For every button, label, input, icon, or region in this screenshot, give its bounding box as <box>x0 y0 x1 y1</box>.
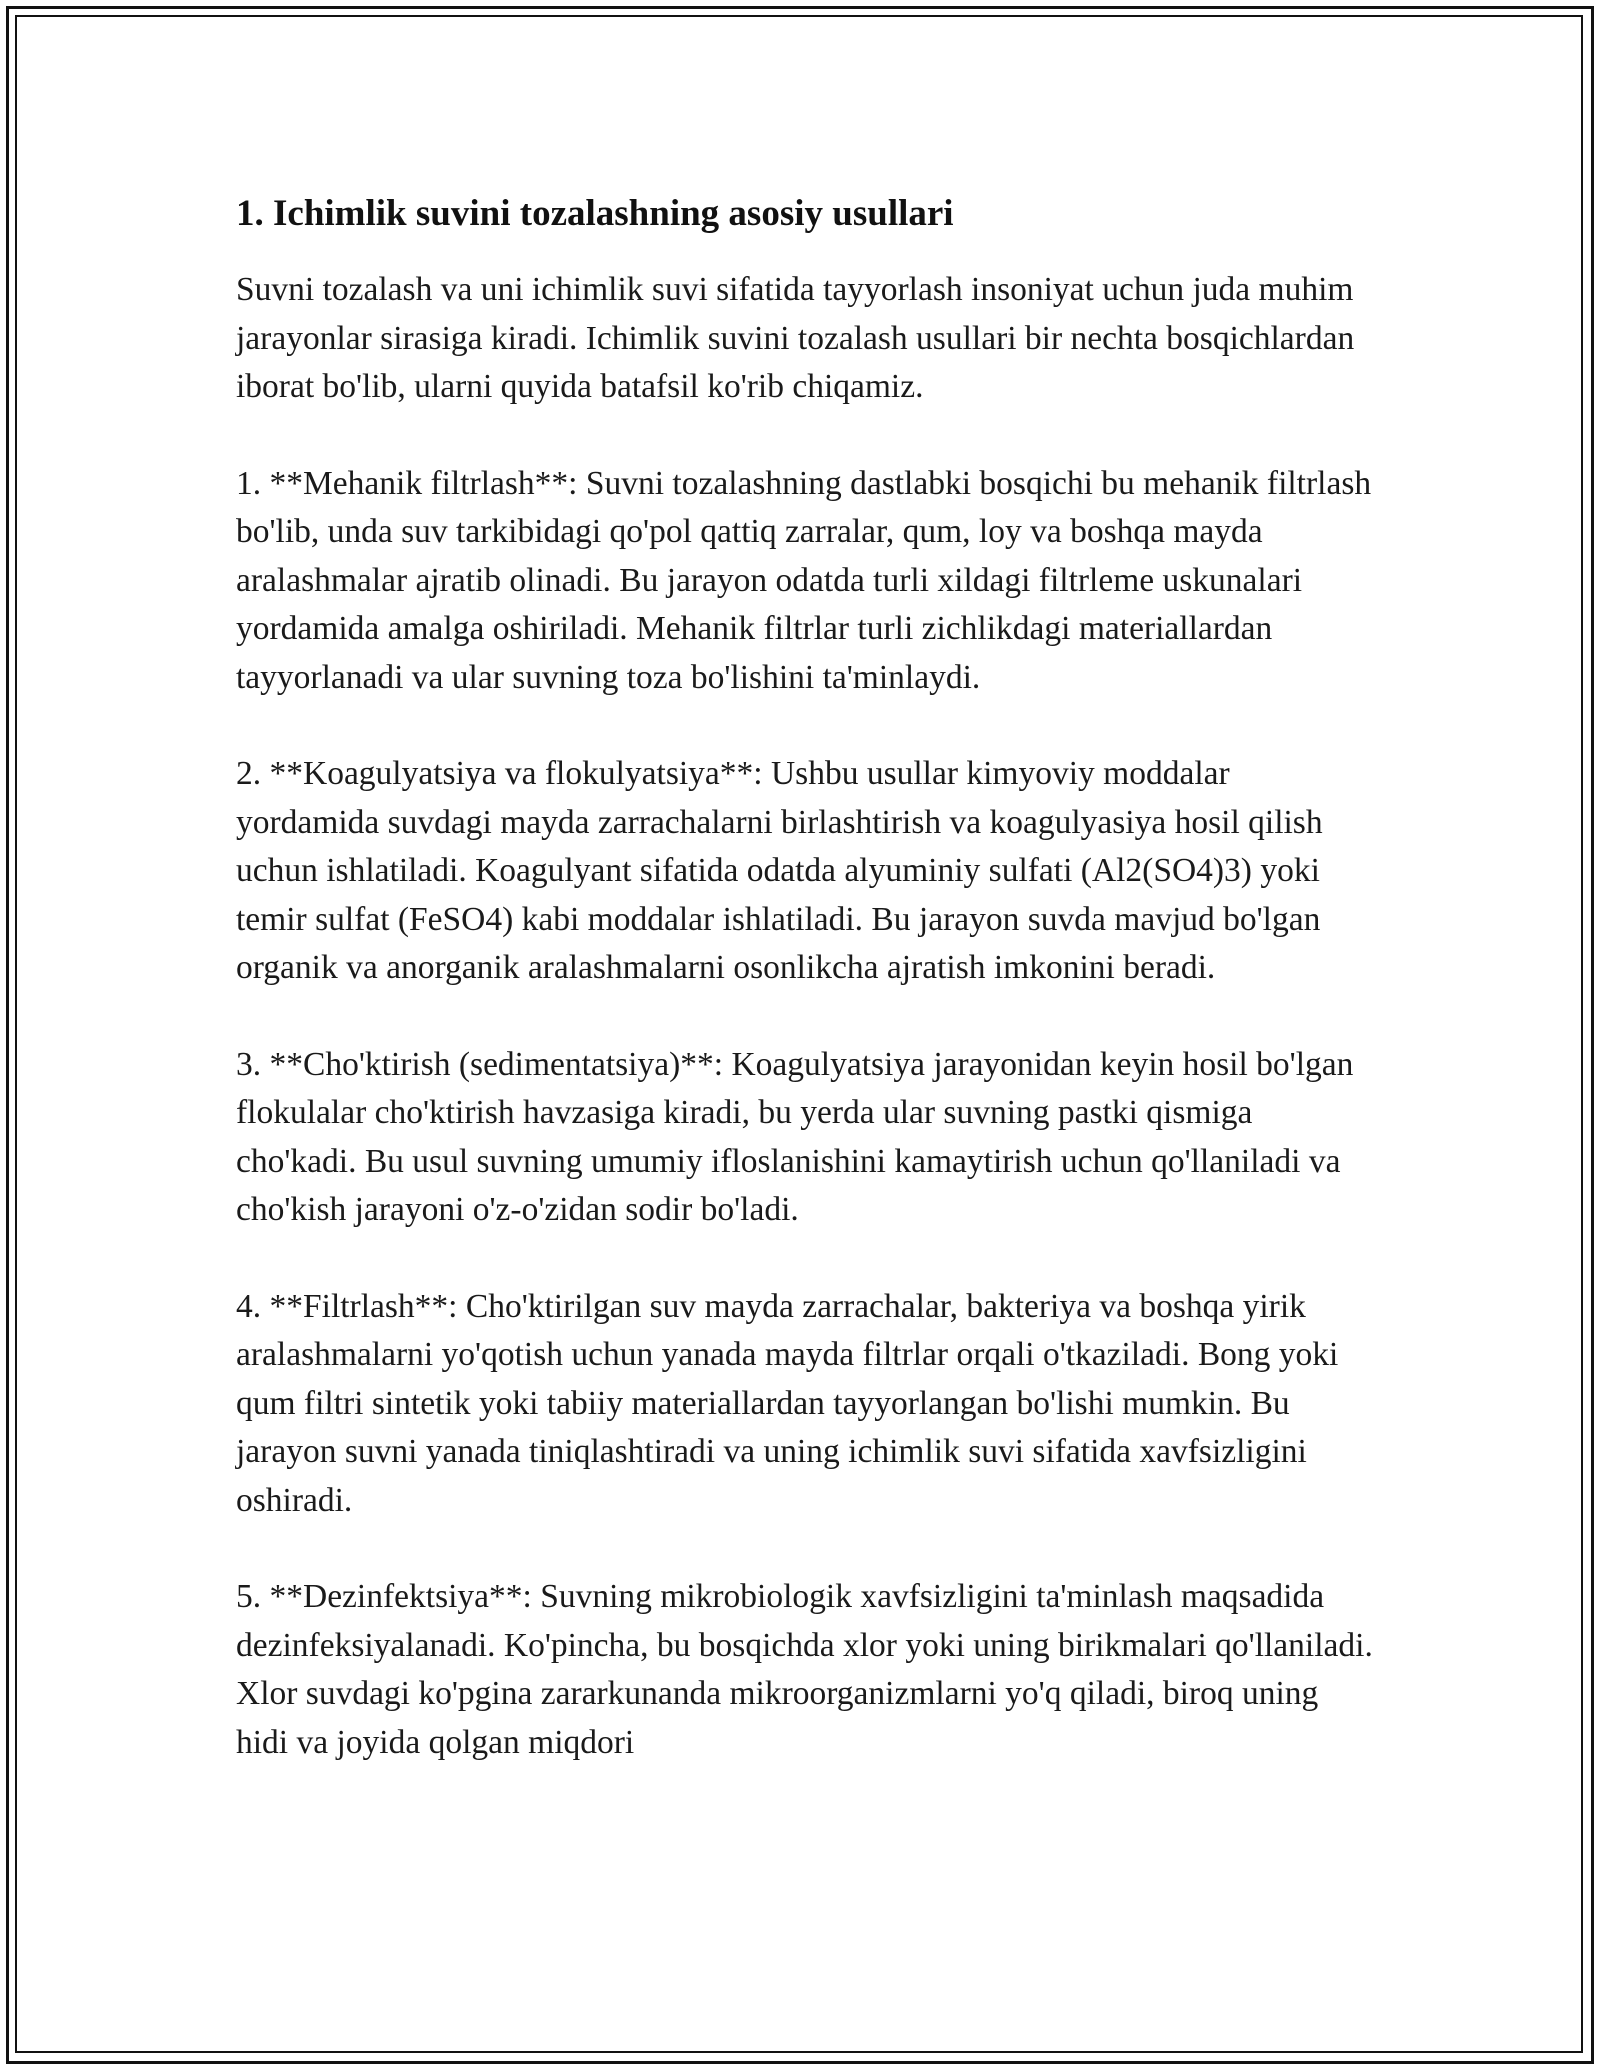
paragraph-coagulation: 2. **Koagulyatsiya va flokulyatsiya**: Ushbu usullar kimyoviy moddalar yordamida suvdagi mayda zarrachalarni birlashtirish va koagulyasiya hosil qilish uchun ishlatiladi. Koagulyant sifatida odatda alyuminiy sulfati (Al2(SO4)3) yoki temir sulfat (FeSO4) kabi moddalar ishlatiladi. Bu jarayon suvda mavjud bo'lgan organik va anorganik aralashmalarni osonlikcha ajratish imkonini beradi. <box>236 755 1323 986</box>
paragraph-sedimentation: 3. **Cho'ktirish (sedimentatsiya)**: Koagulyatsiya jarayonidan keyin hosil bo'lgan flokulalar cho'ktirish havzasiga kiradi, bu yerda ular suvning pastki qismiga cho'kadi. Bu usul suvning umumiy ifloslanishini kamaytirish uchun qo'llaniladi va cho'kish jarayoni o'z-o'zidan sodir bo'ladi. <box>236 1045 1354 1228</box>
intro-paragraph: Suvni tozalash va uni ichimlik suvi sifatida tayyorlash insoniyat uchun juda muhim jarayonlar sirasiga kiradi. Ichimlik suvini tozalash usullari bir nechta bosqichlardan iborat bo'lib, ularni quyida batafsil ko'rib chiqamiz. <box>236 271 1355 405</box>
section-heading: 1. Ichimlik suvini tozalashning asosiy usullari <box>236 193 954 234</box>
document-body <box>236 186 1376 1815</box>
paragraph-mechanical-filtration: 1. **Mehanik filtrlash**: Suvni tozalashning dastlabki bosqichi bu mehanik filtrlash bo'lib, unda suv tarkibidagi qo'pol qattiq zarralar, qum, loy va boshqa mayda aralashmalar ajratib olinadi. Bu jarayon odatda turli xildagi filtrleme uskunalari yordamida amalga oshiriladi. Mehanik filtrlar turli zichlikdagi materiallardan tayyorlanadi va ular suvning toza bo'lishini ta'minlaydi. <box>236 464 1372 696</box>
paragraph-disinfection: 5. **Dezinfektsiya**: Suvning mikrobiologik xavfsizligini ta'minlash maqsadida dezinfeksiyalanadi. Ko'pincha, bu bosqichda xlor yoki uning birikmalari qo'llaniladi. Xlor suvdagi ko'pgina zararkunanda mikroorganizmlarni yo'q qiladi, biroq uning hidi va joyida qolgan miqdori <box>236 1578 1373 1761</box>
paragraph-filtration: 4. **Filtrlash**: Cho'ktirilgan suv mayda zarrachalar, bakteriya va boshqa yirik aralashmalarni yo'qotish uchun yanada mayda filtrlar orqali o'tkaziladi. Bong yoki qum filtri sintetik yoki tabiiy materiallardan tayyorlangan bo'lishi mumkin. Bu jarayon suvni yanada tiniqlashtiradi va uning ichimlik suvi sifatida xavfsizligini oshiradi. <box>236 1287 1339 1519</box>
